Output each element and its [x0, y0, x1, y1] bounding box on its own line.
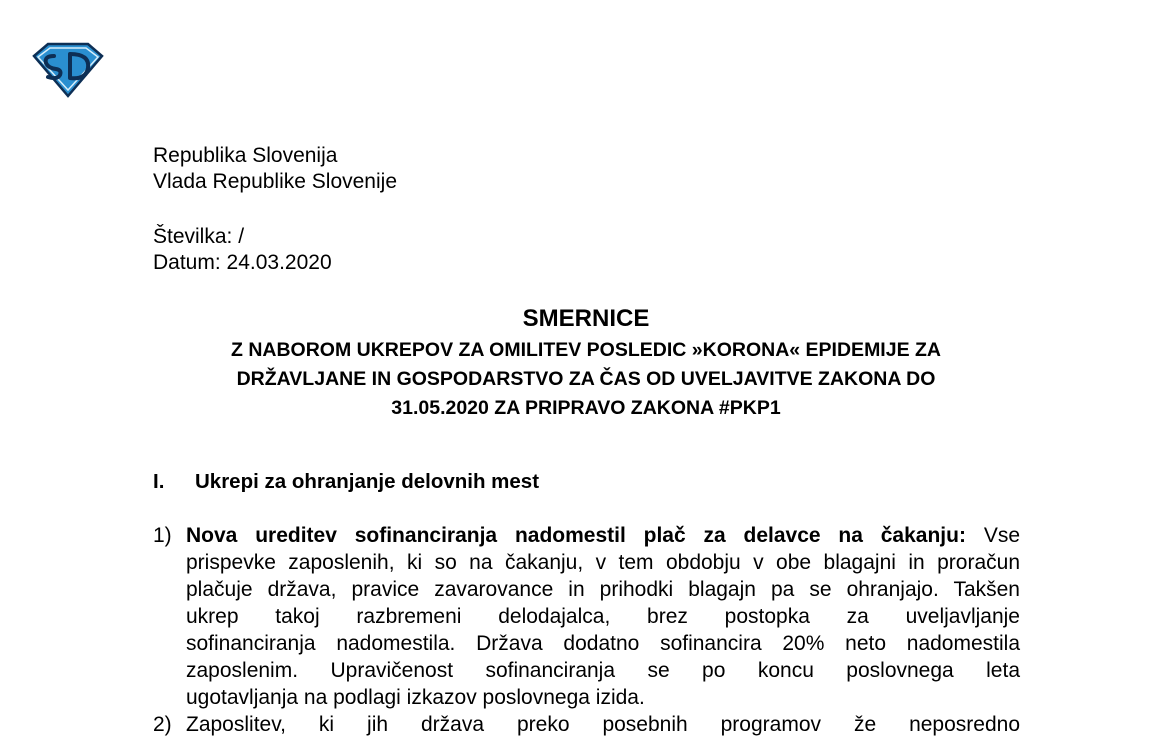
list-item — [153, 522, 1020, 711]
subtitle-line-2: DRŽAVLJANE IN GOSPODARSTVO ZA ČAS OD UVELJAVITVE ZAKONA DO — [236, 368, 936, 390]
list-item — [153, 711, 1020, 738]
item-line: plačuje država, pravice zavarovance in prihodki blagajn pa se ohranjajo. Takšen — [186, 578, 1020, 601]
section-number: I. — [153, 470, 165, 493]
item-number: 1) — [153, 524, 172, 547]
sd-logo-icon — [30, 40, 106, 100]
number-label: Številka: — [153, 225, 233, 248]
item-line: prispevke zaposlenih, ki so na čakanju, v tem obdobju v obe blagajni in proračun — [186, 551, 1020, 574]
document-title: SMERNICE — [522, 305, 650, 332]
item-line: ukrep takoj razbremeni delodajalca, brez postopka za uveljavljanje — [186, 605, 1020, 628]
item-first-line: Zaposlitev, ki jih država preko posebnih programov že neposredno — [186, 713, 1020, 736]
item-line: sofinanciranja nadomestila. Država dodatno sofinancira 20% neto nadomestila — [186, 632, 1020, 655]
date-line — [153, 250, 332, 276]
date-label: Datum: — [153, 251, 221, 274]
document-subtitle — [160, 336, 1012, 423]
subtitle-line-3: 31.05.2020 ZA PRIPRAVO ZAKONA #PKP1 — [391, 397, 781, 419]
section-heading — [153, 470, 539, 494]
item-number: 2) — [153, 713, 172, 736]
number-value: / — [238, 225, 245, 248]
org-line-2: Vlada Republike Slovenije — [153, 170, 397, 193]
header-meta — [153, 224, 332, 276]
section-title: Ukrepi za ohranjanje delovnih mest — [195, 470, 540, 493]
org-line-1: Republika Slovenija — [153, 144, 338, 167]
item-line: zaposlenim. Upravičenost sofinanciranja se po koncu poslovnega leta — [186, 659, 1020, 682]
item-first-rest: Vse — [983, 524, 1020, 547]
item-body — [153, 549, 1020, 711]
number-line — [153, 224, 332, 250]
header-address — [153, 143, 397, 195]
subtitle-line-1: Z NABOROM UKREPOV ZA OMILITEV POSLEDIC »KORONA« EPIDEMIJE ZA — [230, 339, 941, 361]
item-line: ugotavljanja na podlagi izkazov poslovnega izida. — [186, 686, 645, 709]
date-value: 24.03.2020 — [226, 251, 332, 274]
item-bold-lead: Nova ureditev sofinanciranja nadomestil plač za delavce na čakanju: — [186, 524, 966, 547]
item-first-line — [186, 522, 1020, 549]
